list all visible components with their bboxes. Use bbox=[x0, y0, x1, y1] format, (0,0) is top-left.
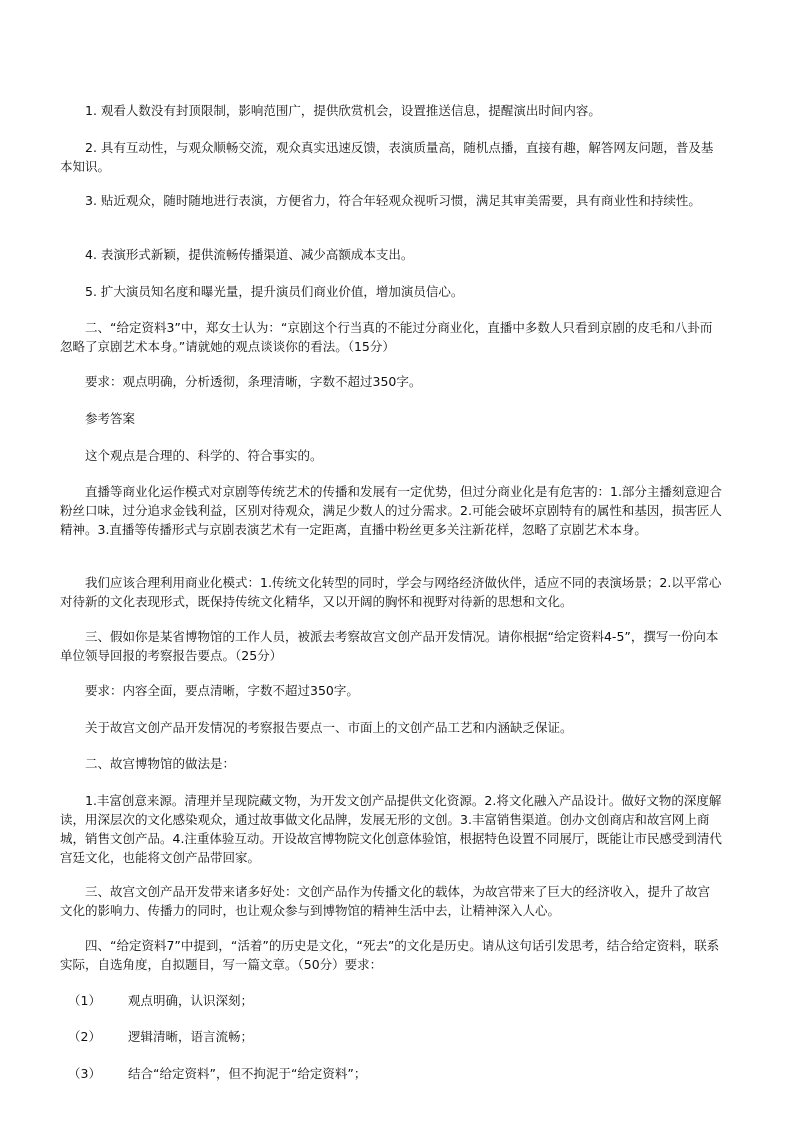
question-2-requirement: 要求：观点明确，分析透彻，条理清晰，字数不超过350字。 bbox=[85, 374, 422, 389]
answer-point-5: 5. 扩大演员知名度和曝光量，提升演员们商业价值，增加演员信心。 bbox=[85, 284, 464, 299]
requirement-number: （2） bbox=[68, 1029, 101, 1044]
answer-point-4: 4. 表演形式新颖，提供流畅传播渠道、减少高额成本支出。 bbox=[85, 247, 414, 262]
requirement-number: （1） bbox=[68, 993, 101, 1008]
report-section-2-title: 二、故宫博物馆的做法是： bbox=[85, 756, 236, 771]
reference-answer-heading: 参考答案 bbox=[85, 411, 136, 426]
question-4: 四、“给定资料7”中提到，“活着”的历史是文化，“死去”的文化是历史。请从这句话引发思考，结合给定资料，联系实际，自选角度，自拟题目，写一篇文章。（50分）要求： bbox=[60, 938, 720, 972]
requirement-text: 观点明确，认识深刻； bbox=[128, 993, 254, 1008]
question-3: 三、假如你是某省博物馆的工作人员，被派去考察故宫文创产品开发情况。请你根据“给定资料4-5”，撰写一份向本单位领导回报的考察报告要点。（25分） bbox=[60, 629, 719, 663]
report-heading: 关于故宫文创产品开发情况的考察报告要点一、市面上的文创产品工艺和内涵缺乏保证。 bbox=[85, 720, 573, 735]
report-section-3: 三、故宫文创产品开发带来诸多好处：文创产品作为传播文化的载体，为故宫带来了巨大的经济收入，提升了故宫文化的影响力、传播力的同时，也让观众参与到博物馆的精神生活中去，让精神深入人心。 bbox=[60, 884, 711, 918]
question-3-requirement: 要求：内容全面，要点清晰，字数不超过350字。 bbox=[85, 683, 359, 698]
answer-2-suggestion: 我们应该合理利用商业化模式：1.传统文化转型的同时，学会与网络经济做伙伴，适应不同的表演场景；2.以平常心对待新的文化表现形式，既保持传统文化精华，又以开阔的胸怀和视野对待新的思想和文化。 bbox=[60, 575, 722, 609]
answer-2-thesis: 这个观点是合理的、科学的、符合事实的。 bbox=[85, 448, 323, 463]
requirement-number: （3） bbox=[68, 1066, 101, 1081]
report-section-2-content: 1.丰富创意来源。清理并呈现院藏文物，为开发文创产品提供文化资源。2.将文化融入产品设计。做好文物的深度解读，用深层次的文化感染观众，通过故事做文化品牌，发展无形的文创。3.丰富销售渠道。创办文创商店和故宫网上商城，销售文创产品。4.注重体验互动。开设故宫博物院文化创意体验馆，根据特色设置不同展厅，既能让市民感受到清代宫廷文化，也能将文创产品带回家。 bbox=[60, 793, 722, 865]
answer-point-2: 2. 具有互动性，与观众顺畅交流，观众真实迅速反馈，表演质量高，随机点播，直接有趣，解答网友问题，普及基本知识。 bbox=[60, 140, 714, 174]
answer-2-analysis: 直播等商业化运作模式对京剧等传统艺术的传播和发展有一定优势，但过分商业化是有危害的：1.部分主播刻意迎合粉丝口味，过分追求金钱利益，区别对待观众，满足少数人的过分需求。2.可能会破坏京剧特有的属性和基因，损害匠人精神。3.直播等传播形式与京剧表演艺术有一定距离，直播中粉丝更多关注新花样，忽略了京剧艺术本身。 bbox=[60, 484, 722, 537]
answer-point-3: 3. 贴近观众，随时随地进行表演，方便省力，符合年轻观众视听习惯，满足其审美需要，具有商业性和持续性。 bbox=[85, 193, 701, 208]
question-2: 二、“给定资料3”中，郑女士认为：“京剧这个行当真的不能过分商业化，直播中多数人只看到京剧的皮毛和八卦而忽略了京剧艺术本身。”请就她的观点谈谈你的看法。（15分） bbox=[60, 320, 713, 354]
requirement-text: 结合“给定资料”，但不拘泥于“给定资料”； bbox=[128, 1066, 367, 1081]
answer-point-1: 1. 观看人数没有封顶限制，影响范围广，提供欣赏机会，设置推送信息，提醒演出时间内容。 bbox=[85, 103, 601, 118]
requirement-text: 逻辑清晰，语言流畅； bbox=[128, 1029, 254, 1044]
